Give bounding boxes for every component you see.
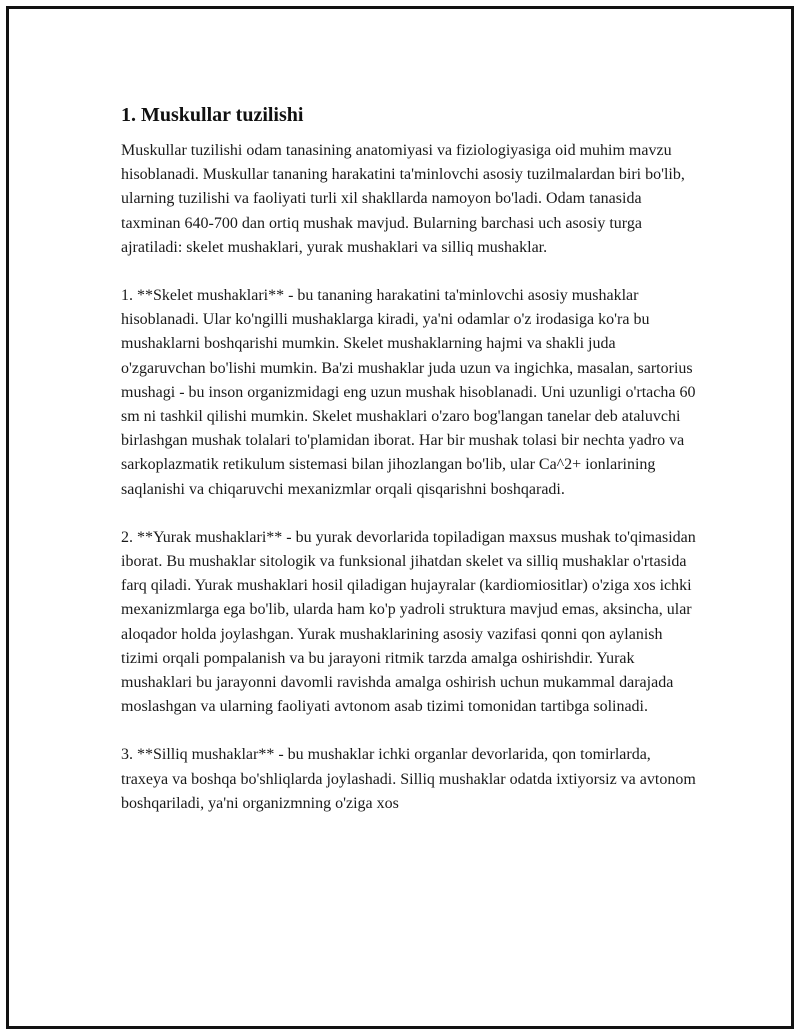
cardiac-muscles-paragraph: 2. **Yurak mushaklari** - bu yurak devorlarida topiladigan maxsus mushak to'qimasidan iborat. Bu mushaklar sitologik va funksional jihatdan skelet va silliq mushaklar o'rtasida farq qiladi. Yurak mushaklari hosil qiladigan hujayralar (kardiomiositlar) o'ziga xos ichki mexanizmlarga ega bo'lib, ularda ham ko'p yadroli struktura mavjud emas, aksincha, ular aloqador holda joylashgan. Yurak mushaklarining asosiy vazifasi qonni qon aylanish tizimi orqali pompalanish va bu jarayoni ritmik tarzda amalga oshirishdir. Yurak mushaklari bu jarayonni davomli ravishda amalga oshirish uchun mukammal darajada moslashgan va ularning faoliyati avtonom asab tizimi tomonidan tartibga solinadi.	[121, 528, 696, 716]
page-frame	[6, 6, 794, 1029]
smooth-muscles-paragraph: 3. **Silliq mushaklar** - bu mushaklar ichki organlar devorlarida, qon tomirlarda, traxeya va boshqa bo'shliqlarda joylashadi. Silliq mushaklar odatda ixtiyorsiz va avtonom boshqariladi, ya'ni organizmning o'ziga xos	[121, 746, 696, 812]
document-body	[121, 101, 701, 840]
section-heading: 1. Muskullar tuzilishi	[121, 104, 304, 126]
skeletal-muscles-paragraph: 1. **Skelet mushaklari** - bu tananing harakatini ta'minlovchi asosiy mushaklar hisoblanadi. Ular ko'ngilli mushaklarga kiradi, ya'ni odamlar o'z irodasiga ko'ra bu mushaklarni boshqarishi mumkin. Skelet mushaklarning hajmi va shakli juda o'zgaruvchan bo'lishi mumkin. Ba'zi mushaklar juda uzun va ingichka, masalan, sartorius mushagi - bu inson organizmidagi eng uzun mushak hisoblanadi. Uni uzunligi o'rtacha 60 sm ni tashkil qilishi mumkin. Skelet mushaklari o'zaro bog'langan tanelar deb ataluvchi birlashgan mushak tolalari to'plamidan iborat. Har bir mushak tolasi bir nechta yadro va sarkoplazmatik retikulum sistemasi bilan jihozlangan bo'lib, ular Ca^2+ ionlarining saqlanishi va chiqaruvchi mexanizmlar orqali qisqarishni boshqaradi.	[121, 287, 696, 498]
intro-paragraph: Muskullar tuzilishi odam tanasining anatomiyasi va fiziologiyasiga oid muhim mavzu hisoblanadi. Muskullar tananing harakatini ta'minlovchi asosiy tuzilmalardan biri bo'lib, ularning tuzilishi va faoliyati turli xil shakllarda namoyon bo'ladi. Odam tanasida taxminan 640-700 dan ortiq mushak mavjud. Bularning barchasi uch asosiy turga ajratiladi: skelet mushaklari, yurak mushaklari va silliq mushaklar.	[121, 142, 685, 256]
